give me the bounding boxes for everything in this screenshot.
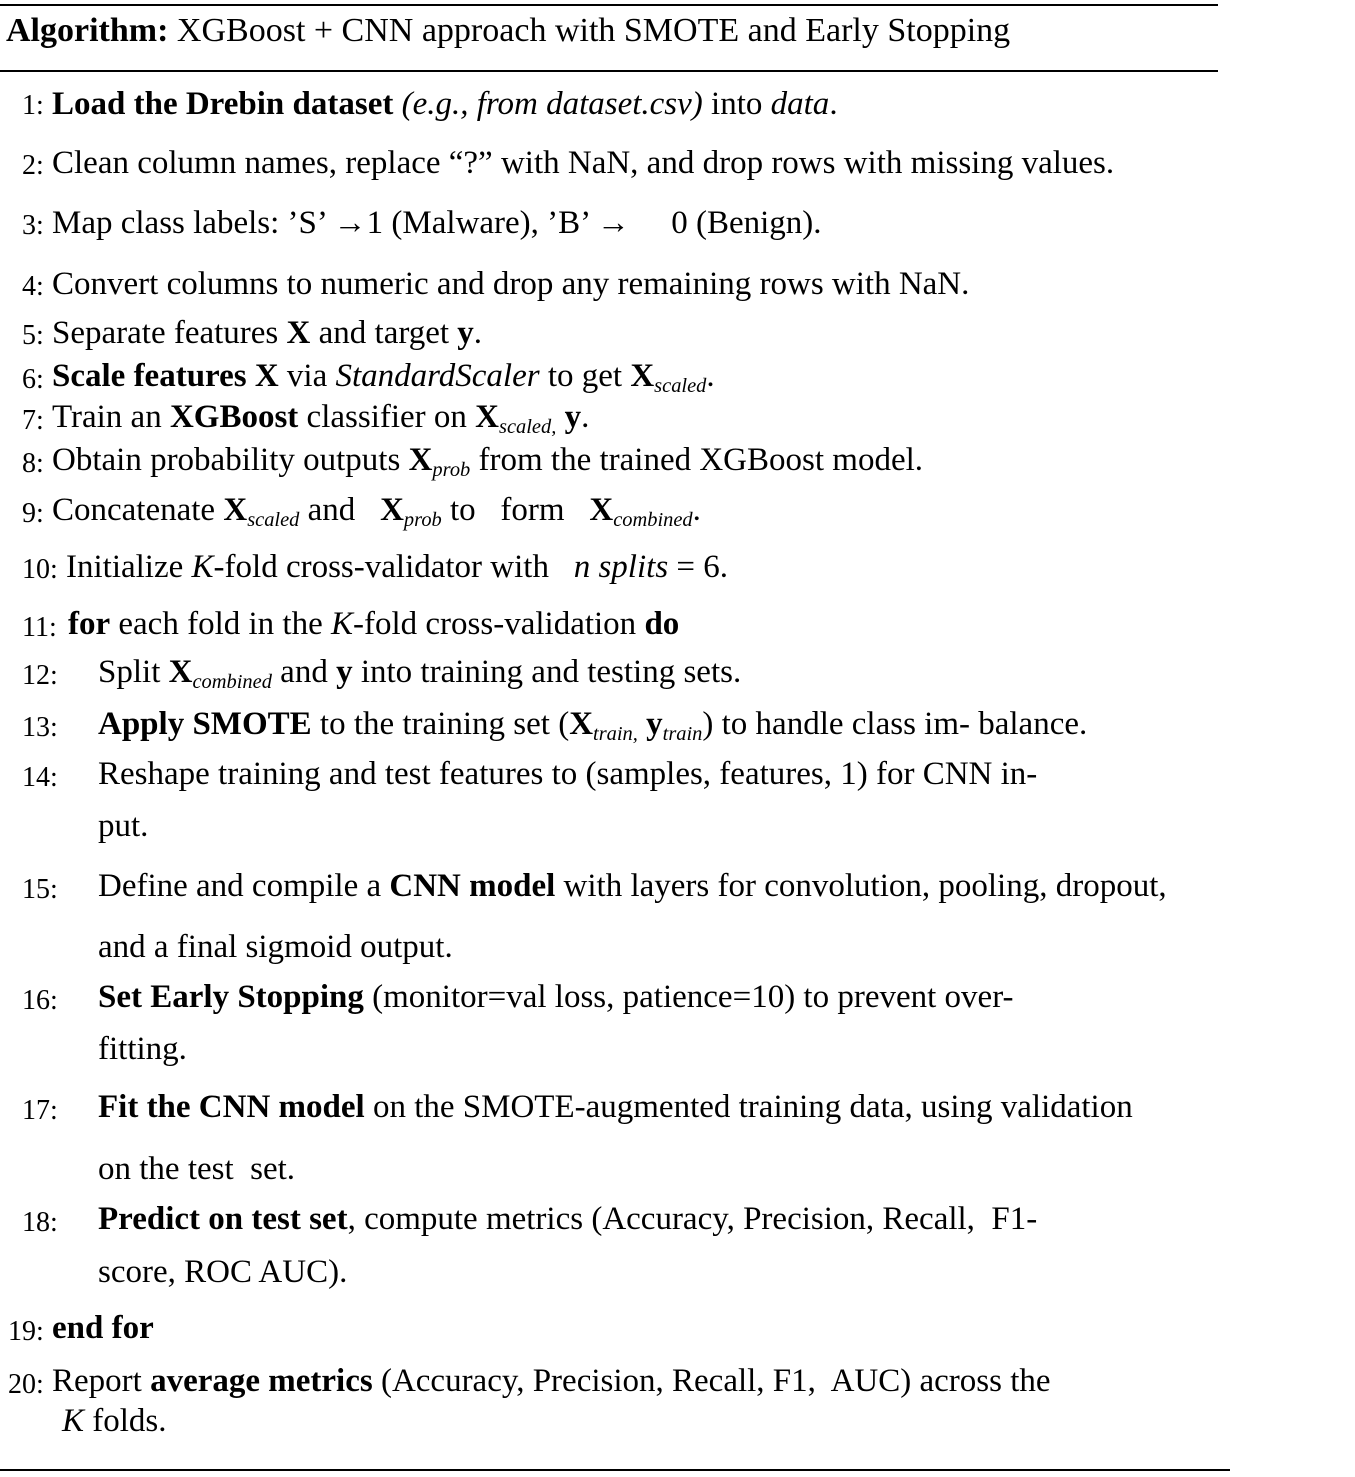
step-text: Reshape training and test features to (samples, features, 1) for CNN in- [98,756,1038,792]
subscript: scaled [654,375,707,398]
step-number: 15: [22,874,58,905]
step-text: ) to handle class im- balance. [702,706,1088,742]
step-text: (Accuracy, Precision, Recall, F1, AUC) across the [372,1363,1051,1399]
step-text: X [569,706,594,742]
step-text: y [637,706,663,742]
step-number: 5: [22,320,44,351]
step-text: data [770,86,830,122]
step-text: Define and compile a [98,868,390,904]
step-text: each fold in the [110,606,331,642]
bottom-rule [0,1469,1230,1471]
subscript: combined [192,671,272,694]
step-text: on the SMOTE-augmented training data, using validation [364,1089,1133,1125]
step-text: Load the Drebin dataset [52,86,394,122]
step-text: 0 (Benign). [629,205,822,241]
step-text: Train an [52,399,170,435]
step-20-line [52,1365,1051,1398]
step-19-line [52,1312,154,1345]
step-15-line [98,870,1167,903]
step-text: on the test set. [98,1151,296,1187]
step-text: X [286,315,311,351]
step-text: Obtain probability outputs [52,442,409,478]
step-number: 13: [22,712,58,743]
step-text: Convert columns to numeric and drop any remaining rows with NaN. [52,266,970,302]
step-11-line [68,608,679,641]
step-text: Concatenate [52,492,224,528]
step-text: do [644,606,680,642]
step-text: score, ROC AUC). [98,1254,348,1290]
subscript: combined [613,509,693,532]
step-text: folds. [84,1403,167,1439]
step-3-line [52,207,822,240]
step-text: with layers for convolution, pooling, dropout, [555,868,1167,904]
step-6-line [52,358,715,398]
step-text: . [706,358,715,394]
step-text: K [62,1403,85,1439]
step-text: . [473,315,483,351]
step-16-line [98,981,1014,1014]
step-text: y [336,654,353,690]
step-number: 20: [8,1369,44,1400]
step-text: . [692,492,701,528]
step-text: X [589,492,614,528]
step-number: 1: [22,90,44,121]
step-text: fitting. [98,1031,187,1067]
step-17-line [98,1091,1133,1124]
step-18-continuation [98,1256,347,1289]
step-text: end for [52,1310,154,1346]
step-number: 7: [22,405,44,436]
step-16-continuation [98,1033,187,1066]
step-20-continuation [62,1405,167,1438]
step-9-line [52,492,701,532]
step-text: (monitor=val loss, patience=10) to prevent over- [363,979,1014,1015]
step-number: 14: [22,762,58,793]
step-12-line [98,654,742,694]
step-text: to get [539,358,631,394]
step-text: and target [310,315,458,351]
step-text: put. [98,808,149,844]
step-text: n splits [573,549,669,585]
step-text: and [271,654,337,690]
step-5-line [52,317,482,350]
step-2-line [52,147,1114,180]
algorithm-name: XGBoost + CNN approach with SMOTE and Early Stopping [176,12,1011,49]
step-text: X [475,399,499,435]
step-text: y [556,399,582,435]
step-text: to form [441,492,590,528]
step-text: Initialize [66,549,192,585]
step-text: K [191,549,214,585]
step-text: -fold cross-validator with [213,549,574,585]
step-number: 11: [22,612,57,643]
step-8-line [52,442,924,482]
step-text: StandardScaler [335,358,540,394]
step-text: X [630,358,655,394]
step-number: 12: [22,660,58,691]
step-15-continuation [98,931,453,964]
step-number: 9: [22,498,44,529]
step-number: 16: [22,985,58,1016]
subscript: prob [403,509,442,532]
step-text: . [829,86,838,122]
step-text: average metrics [150,1363,373,1399]
step-number: 3: [22,210,44,241]
step-1-line [52,88,838,121]
step-text: , compute metrics (Accuracy, Precision, Recall, F1- [347,1201,1038,1237]
step-text: . [581,399,590,435]
algorithm-title [6,12,1010,50]
subscript: scaled, [499,416,557,439]
step-text: and [299,492,381,528]
step-18-line [98,1203,1037,1236]
header-rule [0,70,1218,72]
step-text: = 6. [668,549,729,585]
step-text: from the trained XGBoost model. [470,442,924,478]
subscript: train, [593,723,638,746]
step-text: via [278,358,336,394]
step-text: CNN model [389,868,556,904]
step-text: XGBoost [169,399,299,435]
step-text: y [457,315,474,351]
step-text: Separate features [52,315,287,351]
step-number: 17: [22,1095,58,1126]
step-14-line [98,758,1037,791]
step-text: to the training set ( [311,706,570,742]
subscript: prob [432,459,471,482]
step-text: classifier on [298,399,476,435]
step-text: -fold cross-validation [353,606,645,642]
algorithm-heading: Algorithm: [6,12,169,49]
step-10-line [66,551,728,584]
step-text: X [223,492,248,528]
step-text: Predict on test set [98,1201,348,1237]
step-text: (e.g., from dataset.csv) [393,86,703,122]
step-number: 2: [22,150,44,181]
arrow-icon: → [596,205,630,241]
step-number: 6: [22,364,44,395]
step-text: Set Early Stopping [98,979,364,1015]
step-text: K [330,606,353,642]
top-rule [0,4,1218,6]
step-17-continuation [98,1153,295,1186]
step-text: 1 (Malware), ’B’ [366,205,597,241]
step-13-line [98,706,1088,746]
step-text: X [408,442,433,478]
step-text: for [68,606,111,642]
step-number: 4: [22,271,44,302]
step-4-line [52,268,969,301]
step-text: Split [98,654,169,690]
step-text: X [168,654,193,690]
subscript: scaled [247,509,300,532]
step-number: 8: [22,448,44,479]
step-7-line [52,399,590,439]
step-text: Report [52,1363,151,1399]
step-14-continuation [98,810,148,843]
step-number: 19: [8,1316,44,1347]
subscript: train [662,723,703,746]
step-number: 10: [22,554,58,585]
step-text: Apply SMOTE [98,706,312,742]
step-text: X [380,492,404,528]
step-text: into [702,86,771,122]
step-text: into training and testing sets. [352,654,742,690]
step-text: and a final sigmoid output. [98,929,453,965]
step-text: Fit the CNN model [98,1089,365,1125]
step-number: 18: [22,1207,58,1238]
step-text: Scale features X [52,358,279,394]
step-text: Clean column names, replace “?” with NaN, and drop rows with missing values. [52,145,1115,181]
step-text: Map class labels: ’S’ [52,205,334,241]
arrow-icon: → [333,205,367,241]
